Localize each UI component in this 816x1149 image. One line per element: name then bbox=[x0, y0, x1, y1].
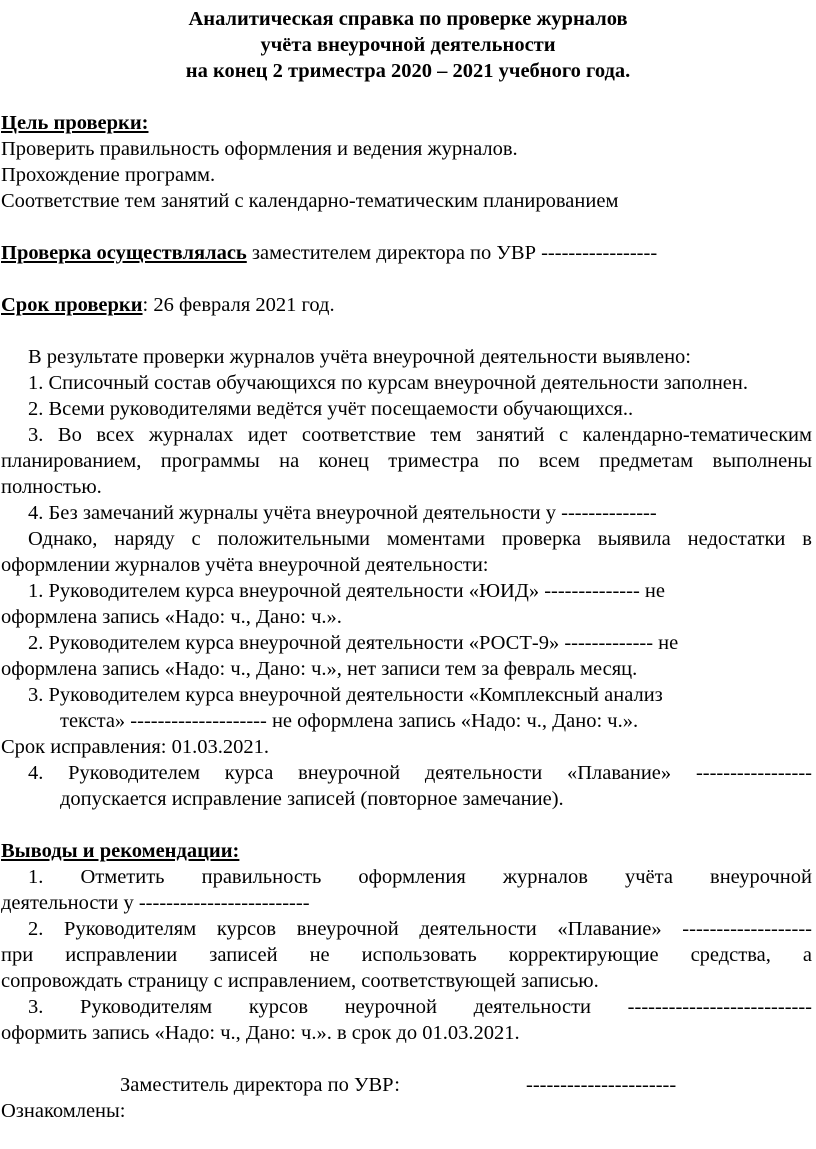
result-item-1: 1. Списочный состав обучающихся по курсам внеурочной деятельности заполнен. bbox=[28, 372, 748, 394]
deadline-label: Срок проверки bbox=[1, 294, 143, 316]
deficiency-1-line-1: 1. Руководителем курса внеурочной деятельности «ЮИД» -------------- не bbox=[28, 580, 665, 602]
title-line-2: учёта внеурочной деятельности bbox=[260, 34, 556, 56]
goal-section bbox=[0, 110, 816, 214]
conclusions-section bbox=[0, 838, 816, 1046]
signature-dashes: ---------------------- bbox=[526, 1074, 677, 1096]
recommendation-1-line-2: деятельности у ------------------------- bbox=[1, 892, 310, 914]
spacer bbox=[0, 318, 816, 344]
signature-line bbox=[0, 1072, 816, 1098]
result-item-3-line-3: полностью. bbox=[1, 476, 102, 498]
signature-deputy-label: Заместитель директора по УВР: bbox=[120, 1074, 400, 1096]
spacer bbox=[0, 214, 816, 240]
spacer bbox=[0, 812, 816, 838]
deficiency-1-line-2: оформлена запись «Надо: ч., Дано: ч.». bbox=[1, 606, 342, 628]
spacer bbox=[0, 84, 816, 110]
conducted-line bbox=[0, 240, 816, 266]
recommendation-1-line-1: 1. Отметить правильность оформления журналов учёта внеурочной bbox=[28, 866, 812, 888]
result-item-3-line-1: 3. Во всех журналах идет соответствие тем занятий с календарно-тематическим bbox=[28, 424, 812, 446]
goal-heading: Цель проверки: bbox=[1, 112, 149, 134]
document-title bbox=[0, 6, 816, 84]
result-item-2: 2. Всеми руководителями ведётся учёт посещаемости обучающихся.. bbox=[28, 398, 634, 420]
recommendation-2-line-1: 2. Руководителям курсов внеурочной деятельности «Плавание» ------------------- bbox=[28, 918, 812, 940]
goal-item-1: Проверить правильность оформления и ведения журналов. bbox=[1, 138, 518, 160]
however-line-1: Однако, наряду с положительными моментами проверка выявила недостатки в bbox=[28, 528, 812, 550]
fix-deadline: Срок исправления: 01.03.2021. bbox=[1, 736, 269, 758]
results-intro: В результате проверки журналов учёта внеурочной деятельности выявлено: bbox=[28, 346, 691, 368]
recommendation-2-line-3: сопровождать страницу с исправлением, соответствующей записью. bbox=[1, 970, 599, 992]
conclusions-heading: Выводы и рекомендации: bbox=[1, 840, 240, 862]
deficiency-3-line-1: 3. Руководителем курса внеурочной деятельности «Комплексный анализ bbox=[28, 684, 663, 706]
recommendation-3-line-2: оформить запись «Надо: ч., Дано: ч.». в срок до 01.03.2021. bbox=[1, 1022, 520, 1044]
deficiency-2-line-1: 2. Руководителем курса внеурочной деятельности «РОСТ-9» ------------- не bbox=[28, 632, 679, 654]
title-line-3: на конец 2 триместра 2020 – 2021 учебного года. bbox=[185, 60, 631, 82]
deadline-line bbox=[0, 292, 816, 318]
result-item-3-line-2: планированием, программы на конец триместра по всем предметам выполнены bbox=[1, 450, 812, 472]
result-item-4: 4. Без замечаний журналы учёта внеурочной деятельности у -------------- bbox=[28, 502, 657, 524]
recommendation-2-line-2: при исправлении записей не использовать корректирующие средства, а bbox=[1, 944, 812, 966]
acquainted-label: Ознакомлены: bbox=[1, 1100, 126, 1122]
deadline-text: : 26 февраля 2021 год. bbox=[142, 294, 335, 316]
title-line-1: Аналитическая справка по проверке журналов bbox=[188, 8, 628, 30]
conducted-text: заместителем директора по УВР ----------------- bbox=[246, 242, 658, 264]
deficiency-2-line-2: оформлена запись «Надо: ч., Дано: ч.», нет записи тем за февраль месяц. bbox=[1, 658, 638, 680]
however-line-2: оформлении журналов учёта внеурочной деятельности: bbox=[1, 554, 489, 576]
results-section bbox=[0, 344, 816, 812]
deficiency-4-line-2: допускается исправление записей (повторное замечание). bbox=[60, 788, 564, 810]
spacer bbox=[0, 1046, 816, 1072]
conducted-label: Проверка осуществлялась bbox=[1, 242, 247, 264]
spacer bbox=[0, 266, 816, 292]
deficiency-4-line-1: 4. Руководителем курса внеурочной деятельности «Плавание» ----------------- bbox=[28, 762, 812, 784]
goal-item-2: Прохождение программ. bbox=[1, 164, 216, 186]
goal-item-3: Соответствие тем занятий с календарно-тематическим планированием bbox=[1, 190, 619, 212]
deficiency-3-line-2: текста» -------------------- не оформлена запись «Надо: ч., Дано: ч.». bbox=[60, 710, 639, 732]
recommendation-3-line-1: 3. Руководителям курсов неурочной деятельности --------------------------- bbox=[28, 996, 812, 1018]
